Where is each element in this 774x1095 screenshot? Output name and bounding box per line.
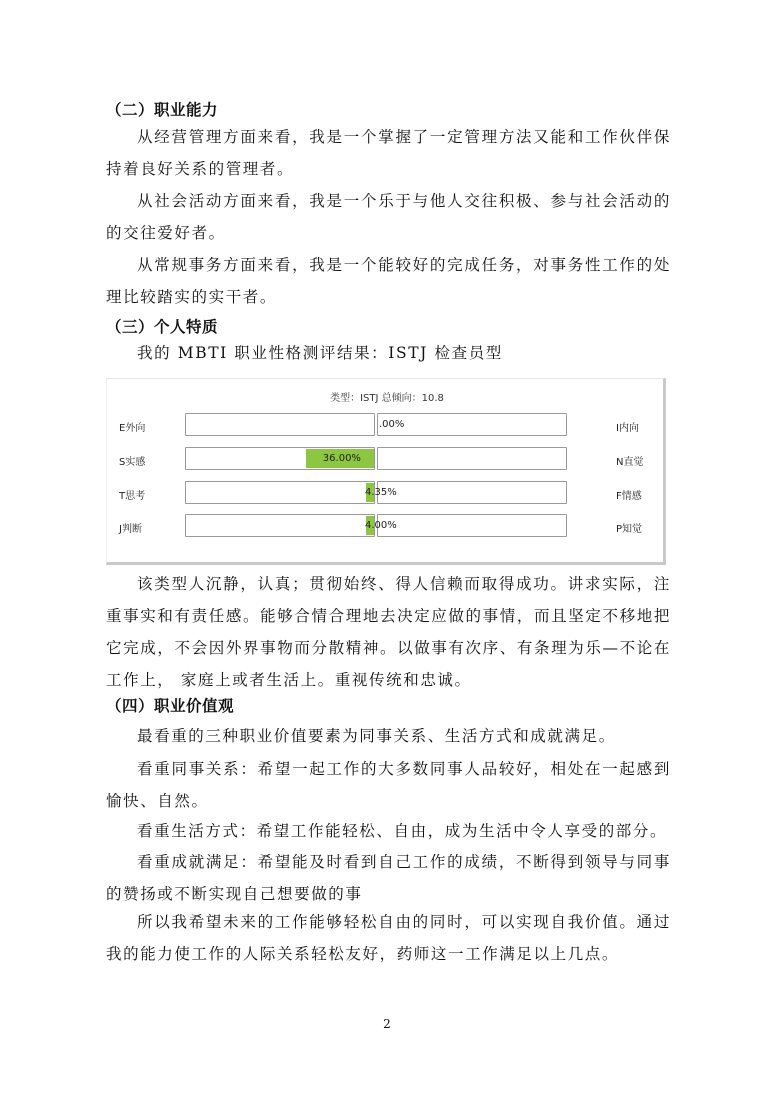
dimension-left-label: T思考 xyxy=(119,491,146,502)
bar-value-label: .00% xyxy=(379,419,405,430)
paragraph-mbti-result: 我的 MBTI 职业性格测评结果：ISTJ 检查员型 xyxy=(137,344,503,362)
bar-value-label: 4.00% xyxy=(365,520,397,531)
dimension-left-label: J判断 xyxy=(119,524,142,535)
dimension-left-label: E外向 xyxy=(119,423,146,434)
dimension-right-label: F情感 xyxy=(616,491,642,502)
paragraph-management: 从经营管理方面来看，我是一个掌握了一定管理方法又能和工作伙伴保持着良好关系的管理者。 xyxy=(106,128,671,178)
dimension-right-label: P知觉 xyxy=(616,524,643,535)
paragraph-istj-description: 该类型人沉静，认真；贯彻始终、得人信赖而取得成功。讲求实际，注重事实和有责任感。能够合情合理地去决定应做的事情，而且坚定不移地把它完成，不会因外界事物而分散精神。以做事有次序、有条理为乐—不论在工作上， 家庭上或者生活上。重视传统和忠诚。 xyxy=(106,575,671,689)
page-number: 2 xyxy=(383,1017,391,1031)
mbti-chart xyxy=(106,378,666,565)
bar-track-left xyxy=(185,514,375,537)
paragraph-lifestyle: 看重生活方式：希望工作能轻松、自由，成为生活中令人享受的部分。 xyxy=(137,822,668,840)
bar-value-label: 36.00% xyxy=(322,453,361,464)
section-heading-personal-traits: （三）个人特质 xyxy=(106,317,219,336)
dimension-right-label: I内向 xyxy=(616,423,639,434)
dimension-right-label: N直觉 xyxy=(616,457,644,468)
paragraph-routine-affairs: 从常规事务方面来看，我是一个能较好的完成任务，对事务性工作的处理比较踏实的实干者。 xyxy=(106,256,671,306)
section-heading-career-values: （四）职业价值观 xyxy=(106,696,235,715)
bar-track-left xyxy=(185,413,375,436)
paragraph-social-activity: 从社会活动方面来看，我是一个乐于与他人交往积极、参与社会活动的的交往爱好者。 xyxy=(106,192,671,242)
bar-track-left xyxy=(185,481,375,504)
bar-track-right xyxy=(377,413,567,436)
section-heading-career-ability: （二）职业能力 xyxy=(106,100,219,119)
bar-track-right xyxy=(377,481,567,504)
paragraph-values-summary: 最看重的三种职业价值要素为同事关系、生活方式和成就满足。 xyxy=(137,727,616,745)
paragraph-colleague-relations: 看重同事关系：希望一起工作的大多数同事人品较好，相处在一起感到愉快、自然。 xyxy=(106,760,671,810)
bar-track-right xyxy=(377,514,567,537)
bar-value-label: 4.35% xyxy=(365,487,397,498)
paragraph-conclusion: 所以我希望未来的工作能够轻松自由的同时，可以实现自我价值。通过我的能力使工作的人际关系轻松友好，药师这一工作满足以上几点。 xyxy=(106,913,671,963)
chart-title: 类型：ISTJ 总倾向：10.8 xyxy=(330,393,444,404)
dimension-left-label: S实感 xyxy=(119,457,146,468)
paragraph-achievement: 看重成就满足：希望能及时看到自己工作的成绩，不断得到领导与同事的赞扬或不断实现自己想要做的事 xyxy=(106,853,671,903)
bar-track-right xyxy=(377,447,567,470)
